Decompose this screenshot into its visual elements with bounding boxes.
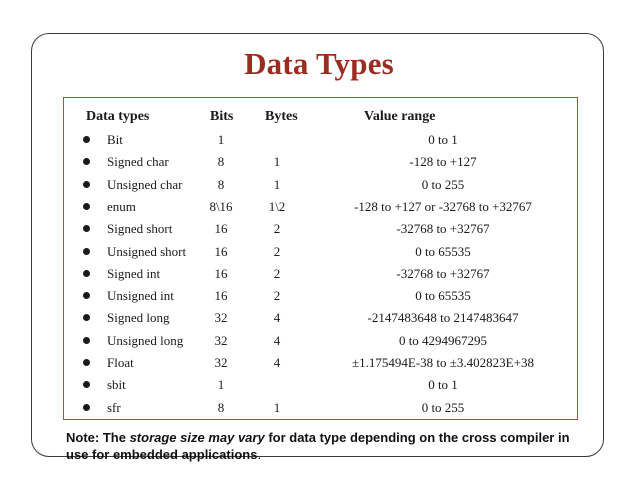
note-suffix: for data type depending on the cross compiler in use for embedded applications [66, 430, 570, 462]
slide-title: Data Types [244, 46, 394, 81]
cell-bits: 16 [214, 221, 228, 237]
cell-bits: 32 [214, 332, 228, 348]
cell-value-range: 0 to 1 [428, 377, 458, 393]
table-row [0, 265, 638, 287]
table-row [0, 309, 638, 331]
cell-data-type: sbit [107, 377, 126, 393]
cell-bits: 32 [214, 355, 228, 370]
cell-value-range: 0 to 255 [421, 399, 465, 415]
cell-value-range: -32768 to +32767 [396, 265, 490, 281]
cell-bytes: 1 [273, 154, 281, 170]
table-row [0, 287, 638, 309]
cell-bytes: 1 [273, 399, 281, 415]
cell-bits: 1 [217, 132, 225, 147]
note-prefix: Note: The [66, 430, 130, 445]
cell-bits: 8 [217, 176, 225, 192]
table-row [0, 220, 638, 242]
bullet-icon [83, 158, 90, 165]
table-row [0, 332, 638, 354]
table-row [0, 153, 638, 175]
header-bytes: Bytes [265, 109, 298, 124]
cell-bytes: 2 [273, 265, 281, 281]
cell-bytes: 1\2 [268, 198, 286, 214]
cell-bytes: 2 [273, 288, 281, 304]
note-end: . [257, 447, 262, 462]
cell-value-range: -2147483648 to 2147483647 [367, 310, 519, 326]
header-data-types: Data types [86, 109, 150, 124]
bullet-icon [83, 181, 90, 188]
cell-bytes: 4 [273, 332, 281, 348]
bullet-icon [83, 359, 90, 366]
header-bits: Bits [210, 109, 234, 124]
table-row [0, 354, 638, 376]
table-row [0, 243, 638, 265]
cell-data-type: Signed int [107, 265, 161, 281]
cell-data-type: Unsigned int [107, 288, 174, 304]
cell-data-type: Signed long [107, 310, 170, 326]
bullet-icon [83, 225, 90, 232]
cell-bytes: 1 [273, 176, 281, 192]
cell-bytes: 2 [273, 221, 281, 237]
cell-data-type: Bit [107, 132, 123, 147]
cell-value-range: 0 to 4294967295 [398, 332, 488, 348]
bullet-icon [83, 314, 90, 321]
cell-value-range: -128 to +127 [409, 154, 477, 170]
cell-bits: 16 [214, 288, 228, 304]
cell-bits: 8\16 [209, 198, 233, 214]
cell-bits: 8 [217, 399, 225, 415]
bullet-icon [83, 381, 90, 388]
bullet-icon [83, 248, 90, 255]
cell-value-range: -128 to +127 or -32768 to +32767 [354, 198, 532, 214]
cell-data-type: Signed short [107, 221, 173, 237]
bullet-icon [83, 270, 90, 277]
cell-data-type: sfr [107, 399, 121, 415]
cell-data-type: Unsigned char [107, 176, 183, 192]
cell-bits: 8 [217, 154, 225, 170]
table-row [0, 131, 638, 153]
cell-data-type: Unsigned long [107, 332, 184, 348]
bullet-icon [83, 203, 90, 210]
cell-value-range: 0 to 255 [421, 176, 465, 192]
cell-bytes: 4 [273, 355, 281, 370]
table-row [0, 376, 638, 398]
cell-value-range: ±1.175494E-38 to ±3.402823E+38 [352, 355, 534, 370]
cell-value-range: 0 to 65535 [415, 288, 471, 304]
cell-bits: 1 [217, 377, 225, 393]
cell-bytes: 2 [273, 243, 281, 259]
cell-data-type: Signed char [107, 154, 169, 170]
cell-value-range: 0 to 65535 [415, 243, 471, 259]
cell-bits: 16 [214, 265, 228, 281]
footnote [66, 429, 586, 463]
table-row [0, 176, 638, 198]
bullet-icon [83, 404, 90, 411]
cell-data-type: Unsigned short [107, 243, 187, 259]
bullet-icon [83, 337, 90, 344]
cell-bytes: 4 [273, 310, 281, 326]
bullet-icon [83, 136, 90, 143]
cell-bits: 16 [214, 243, 228, 259]
cell-bits: 32 [214, 310, 228, 326]
note-emphasis: storage size may vary [129, 430, 265, 445]
header-value-range: Value range [364, 109, 436, 124]
table-row [0, 198, 638, 220]
cell-value-range: -32768 to +32767 [396, 221, 490, 237]
cell-value-range: 0 to 1 [428, 132, 458, 147]
cell-data-type: enum [107, 198, 136, 214]
cell-data-type: Float [107, 355, 134, 370]
bullet-icon [83, 292, 90, 299]
table-row [0, 399, 638, 421]
